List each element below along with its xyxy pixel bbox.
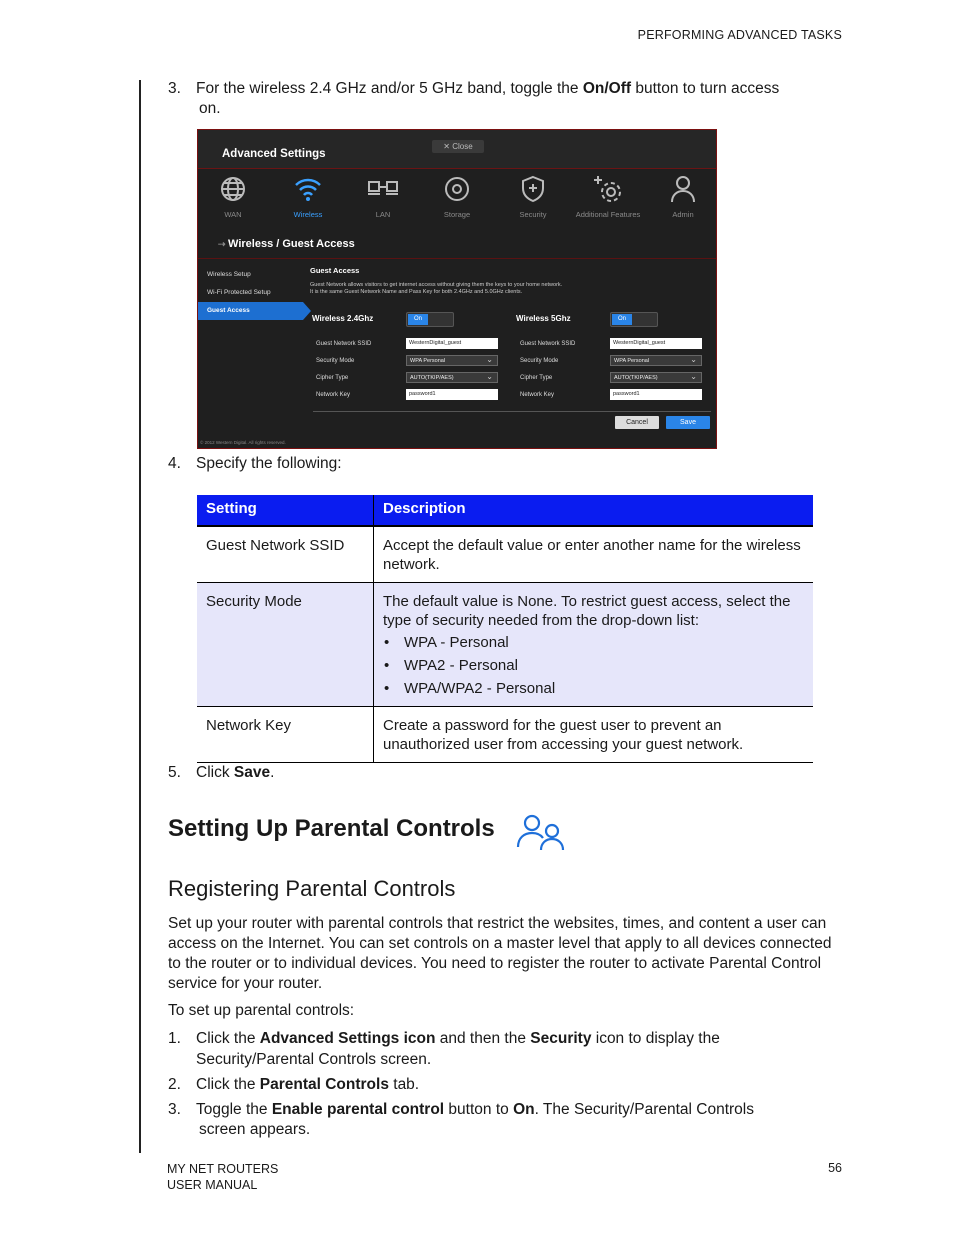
- sidebar-item-wireless-setup[interactable]: Wireless Setup: [207, 271, 251, 278]
- nav-wan[interactable]: WAN: [198, 169, 268, 219]
- step-4: 4. Specify the following:: [168, 455, 342, 472]
- cipher-type-select[interactable]: AUTO(TKIP/AES) ⌄: [406, 372, 498, 383]
- section-heading: Registering Parental Controls: [168, 876, 456, 901]
- page-number: 56: [828, 1161, 842, 1175]
- nav-security[interactable]: Security: [498, 169, 568, 219]
- security-mode-select[interactable]: WPA Personal ⌄: [610, 355, 702, 366]
- disk-icon: [442, 174, 472, 204]
- nav-wireless[interactable]: Wireless: [273, 169, 343, 219]
- parental-controls-icon: [514, 813, 568, 851]
- guest-access-title: Guest Access: [310, 266, 360, 275]
- section-title: ⇢ Wireless / Guest Access: [218, 238, 355, 250]
- lan-icon: [368, 174, 398, 204]
- settings-sidebar: [198, 266, 306, 320]
- security-mode-list: [383, 633, 804, 698]
- globe-icon: [218, 174, 248, 204]
- step-3-bottom: 3. Toggle the Enable parental control button to On. The Security/Parental Controls screen appears.: [168, 1101, 754, 1138]
- sidebar-item-guest-access[interactable]: Guest Access: [198, 302, 303, 320]
- advanced-settings-title: Advanced Settings: [222, 148, 326, 160]
- running-header: PERFORMING ADVANCED TASKS: [637, 28, 842, 42]
- guest-access-pane: [310, 266, 714, 398]
- step-5: 5. Click Save.: [168, 764, 275, 781]
- band-24ghz-toggle[interactable]: On: [406, 312, 454, 327]
- settings-table: [197, 495, 813, 763]
- copyright: © 2012 Western Digital. All rights reserved.: [200, 440, 286, 445]
- step-3-top: 3. For the wireless 2.4 GHz and/or 5 GHz band, toggle the On/Off button to turn access on.: [168, 80, 780, 117]
- person-icon: [668, 174, 698, 204]
- table-row: Guest Network SSID Accept the default value or enter another name for the wireless network.: [197, 526, 813, 583]
- network-key-input[interactable]: password1: [406, 389, 498, 400]
- margin-rule: [139, 80, 141, 1153]
- table-header-setting: Setting: [197, 495, 374, 526]
- close-button[interactable]: ✕ Close: [432, 140, 484, 153]
- list-item: • WPA2 - Personal: [383, 656, 804, 675]
- save-button[interactable]: Save: [666, 416, 710, 429]
- guest-access-description: Guest Network allows visitors to get internet access without giving them the keys to your home network. It is the same Guest Network Name and Pass Key for both 2.4GHz and 5.0GHz clients.: [310, 282, 563, 295]
- band-5ghz: Wireless 5Ghz On Guest Network SSID WesternDigital_guest Security Mode WPA Personal ⌄ Cipher Type AUTO(TKIP/AES) ⌄ Network Key password1: [516, 314, 716, 323]
- list-item: • WPA - Personal: [383, 633, 804, 652]
- shield-icon: [518, 174, 548, 204]
- intro-paragraph: Set up your router with parental controls that restrict the websites, times, and content a user can access on the Internet. You can set controls on a master level that apply to all devices connected to the router or to individual devices. You need to register the router to activate Parental Control service for your router.: [168, 915, 832, 992]
- nav-additional-features[interactable]: Additional Features: [573, 169, 643, 219]
- nav-icon-row: [198, 169, 716, 225]
- network-key-input[interactable]: password1: [610, 389, 702, 400]
- table-header-description: Description: [374, 495, 814, 526]
- security-mode-select[interactable]: WPA Personal ⌄: [406, 355, 498, 366]
- page-title: Setting Up Parental Controls: [168, 815, 495, 842]
- wifi-icon: [293, 174, 323, 204]
- footer-title: MY NET ROUTERS USER MANUAL: [167, 1162, 279, 1192]
- nav-admin[interactable]: Admin: [648, 169, 717, 219]
- step-2-bottom: 2. Click the Parental Controls tab.: [168, 1076, 420, 1093]
- router-screenshot: [197, 129, 717, 449]
- lead-text: To set up parental controls:: [168, 1002, 355, 1019]
- nav-storage[interactable]: Storage: [422, 169, 492, 219]
- sidebar-item-wifi-protected-setup[interactable]: Wi-Fi Protected Setup: [207, 289, 271, 296]
- cancel-button[interactable]: Cancel: [615, 416, 659, 429]
- list-item: • WPA/WPA2 - Personal: [383, 679, 804, 698]
- ssid-input[interactable]: WesternDigital_guest: [610, 338, 702, 349]
- gear-plus-icon: [593, 174, 623, 204]
- nav-lan[interactable]: LAN: [348, 169, 418, 219]
- cipher-type-select[interactable]: AUTO(TKIP/AES) ⌄: [610, 372, 702, 383]
- step-1-bottom: 1. Click the Advanced Settings icon and then the Security icon to display the Security/Parental Controls screen.: [168, 1030, 720, 1068]
- band-24ghz: Wireless 2.4Ghz On Guest Network SSID WesternDigital_guest Security Mode WPA Personal ⌄ Cipher Type AUTO(TKIP/AES) ⌄ Network Key password1: [312, 314, 512, 323]
- table-row: Security Mode The default value is None. To restrict guest access, select the type of security needed from the drop-down list: • WPA - Personal • WPA2 - Personal • WPA/WPA2 - Personal: [197, 583, 813, 707]
- ssid-input[interactable]: WesternDigital_guest: [406, 338, 498, 349]
- table-row: Network Key Create a password for the guest user to prevent an unauthorized user from accessing your guest network.: [197, 707, 813, 763]
- band-5ghz-toggle[interactable]: On: [610, 312, 658, 327]
